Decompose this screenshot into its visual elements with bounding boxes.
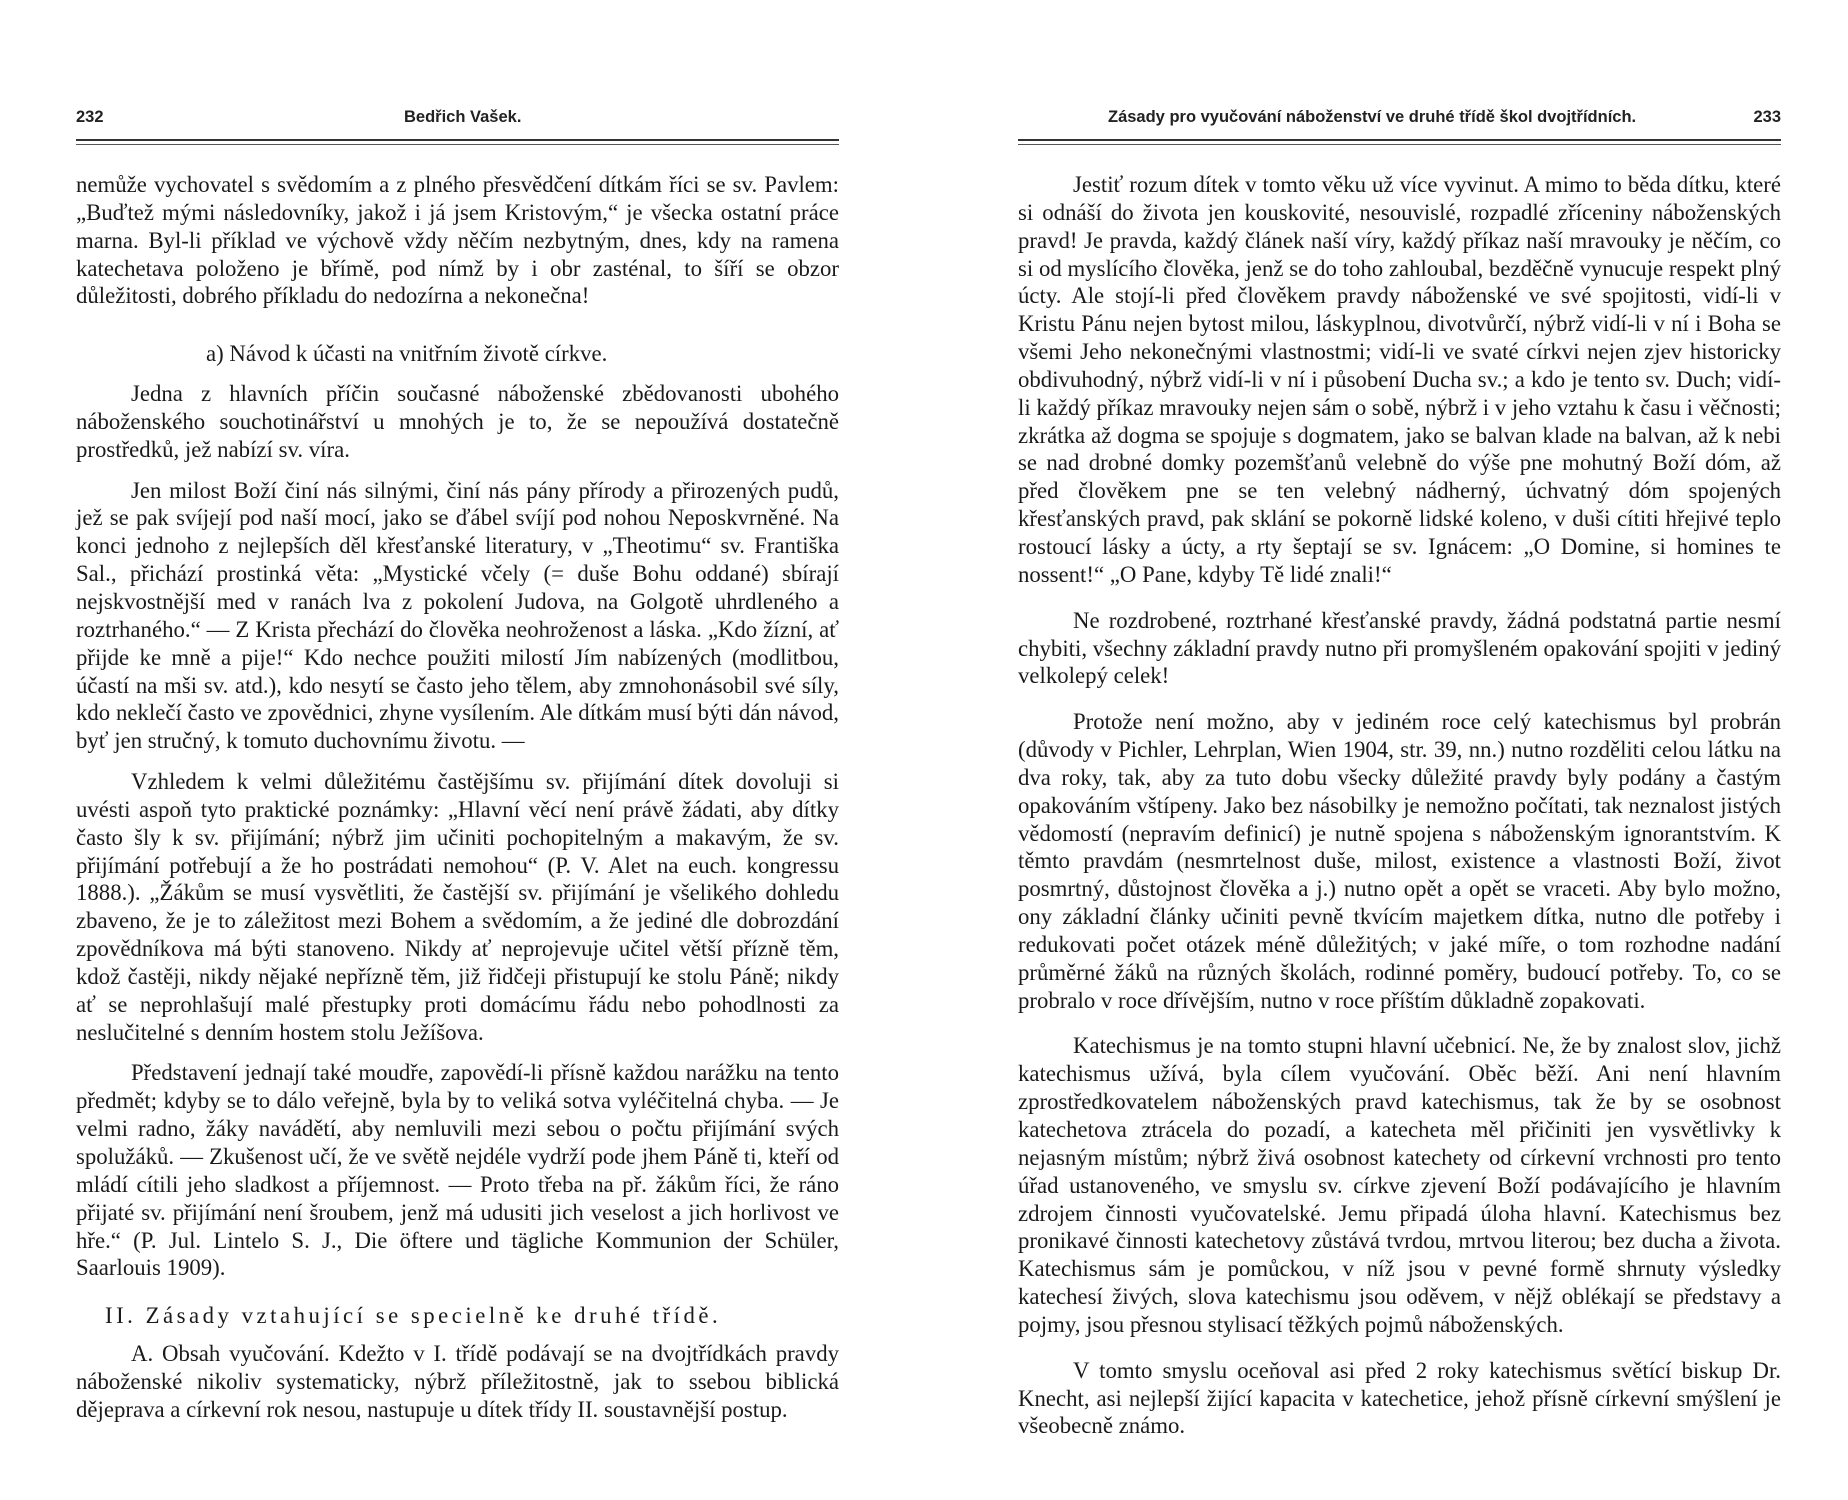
right-paragraph-5: V tomto smyslu oceňoval asi před 2 roky katechismus světící biskup Dr. Knecht, asi nejlepší žijící kapacita v katechetice, jehož přísně církevní smýšlení je všeobecně známo.: [1018, 1357, 1781, 1439]
right-page-number: 233: [1753, 108, 1781, 126]
left-paragraph-1: nemůže vychovatel s svědomím a z plného přesvědčení dítkám říci se sv. Pavlem: „Buďtež mými následovníky, jakož i já jsem Kristovým,“ je všecka ostatní práce marna. Byl-li příklad ve výchově vždy něčím nezbytným, dnes, kdy na ramena katechetava položeno je břímě, pod nímž by i obr zasténal, to šíří se obzor důležitosti, dobrého příkladu do nedozírna a nekonečna!: [76, 172, 839, 309]
subheading: a) Návod k účasti na vnitřním životě církve.: [206, 341, 608, 367]
left-page: [76, 0, 839, 1500]
left-paragraph-2: Jedna z hlavních příčin současné náboženské zbědovanosti ubohého náboženského souchotinářství u mnohých je to, že se nepoužívá dostatečně prostředků, jež nabízí sv. víra.: [76, 381, 839, 462]
right-running-title: Zásady pro vyučování náboženství ve druhé třídě škol dvojtřídních.: [1108, 108, 1637, 126]
right-page: [1018, 0, 1781, 1500]
right-paragraph-3: Protože není možno, aby v jediném roce celý katechismus byl probrán (důvody v Pichler, Lehrplan, Wien 1904, str. 39, nn.) nutno rozděliti celou látku na dva roky, tak, aby za tuto dobu všecky důležité pravdy byly podány a častým opakováním vštípeny. Jako bez násobilky je nemožno počítati, tak neznalost jistých vědomostí (nepravím definicí) je nutně spojena s náboženským ignorantstvím. K těmto pravdám (nesmrtelnost duše, milost, existence a vlastnosti Boží, život posmrtný, důstojnost člověka a j.) nutno opět a opět se vraceti. Aby bylo možno, ony základní články učiniti pevně tkvícím majetkem dítka, nutno dle potřeby i redukovati počet otázek méně důležitých; v jaké míře, o tom rozhodne nadání průměrné žáků na různých školách, rodinné poměry, budoucí potřeby. To, co se probralo v roce dřívějším, nutno v roce příštím důkladně zopakovati.: [1018, 709, 1781, 1013]
left-paragraph-6: A. Obsah vyučování. Kdežto v I. třídě podávají se na dvojtřídkách pravdy náboženské nikoliv systematicky, nýbrž příležitostně, jak to ssebou biblická dějeprava a církevní rok nesou, nastupuje u dítek třídy II. soustavnější postup.: [76, 1341, 839, 1422]
right-page-body: [1018, 171, 1781, 1440]
right-paragraph-4: Katechismus je na tomto stupni hlavní učebnicí. Ne, že by znalost slov, jichž katechismus užívá, byla cílem vyučování. Oběc běží. Ani není hlavním zprostředkovatelem náboženských pravd katechismus, tak že by se osobnost katechetova ztrácela do pozadí, a katecheta měl přičiniti jen vysvětlivky k nejasným místům; nýbrž živá osobnost katechety od církevní vrchnosti pro tento úřad ustanoveného, ve smyslu sv. církve zjevení Boží podávajícího je hlavním zdrojem činnosti vyučovatelské. Jemu připadá úloha hlavní. Katechismus bez pronikavé činnosti katechetovy zůstává tvrdou, mrtvou literou; bez ducha a života. Katechismus sám je pomůckou, v níž jsou v pevné formě shrnuty výsledky katechesí živých, slova katechismu jsou oděvem, v nějž oblékají se představy a pojmy, jsou přesnou stylisací těžkých pojmů náboženských.: [1018, 1033, 1781, 1337]
left-header-rule: [76, 139, 839, 145]
left-running-title: Bedřich Vašek.: [404, 108, 522, 126]
right-paragraph-2: Ne rozdrobené, roztrhané křesťanské pravdy, žádná podstatná partie nesmí chybiti, všechny základní pravdy nutno při promyšleném opakování spojiti v jediný velkolepý celek!: [1018, 607, 1781, 689]
right-paragraph-1: Jestiť rozum dítek v tomto věku už více vyvinut. A mimo to běda dítku, které si odnáší do života jen kouskovité, nesouvislé, rozpadlé zříceniny náboženských pravd! Je pravda, každý článek naší víry, každý příkaz naší mravouky je něčím, co si od myslícího člověka, jenž se do toho zahloubal, bezděčně vynucuje respekt plný úcty. Ale stojí-li před člověkem pravdy náboženské ve své spojitosti, vidí-li v Kristu Pánu nejen bytost milou, láskyplnou, divotvůrčí, nýbrž vidí-li v ní i Boha se všemi Jeho nekonečnými vlastnostmi; vidí-li ve svaté církvi nejen zjev historicky obdivuhodný, nýbrž vidí-li v ní i působení Ducha sv.; a kdo je tento sv. Duch; vidí-li každý příkaz mravouky nejen sám o sobě, nýbrž i v jeho vztahu k času i věčnosti; zkrátka až dogma se spojuje s dogmatem, jako se balvan klade na balvan, až k nebi se nad drobné domky pozemšťanů velebně do výše pne mohutný Boží dóm, až před člověkem pne se ten velebný nádherný, úchvatný dóm spojených křesťanských pravd, pak sklání se pokorně lidské koleno, v duši cítiti hřejivé teplo rostoucí lásky a úcty, a rty šeptají se sv. Ignácem: „O Domine, si homines te nossent!“ „O Pane, kdyby Tě lidé znali!“: [1018, 172, 1781, 587]
left-page-header: [76, 108, 839, 134]
left-paragraph-3: Jen milost Boží činí nás silnými, činí nás pány přírody a přirozených pudů, jež se pak svíjejí pod naší mocí, jako se ďábel svíjí pod nohou Neposkvrněné. Na konci jednoho z nejlepších děl křesťanské literatury, v „Theotimu“ sv. Františka Sal., přichází prostinká věta: „Mystické včely (= duše Bohu oddané) sbírají nejskvostnější med v ranách lva z pokolení Judova, na Golgotě uhrdleného a roztrhaného.“ — Z Krista přechází do člověka neohroženost a láska. „Kdo žízní, ať přijde ke mně a pije!“ Kdo nechce použiti milostí Jím nabízených (modlitbou, účastí na mši sv. atd.), kdo nesytí se často jeho tělem, aby zmnohonásobil své síly, kdo neklečí často ve zpovědnici, zhyne vysílením. Ale dítkám musí býti dán návod, byť jen stručný, k tomuto duchovnímu životu. —: [76, 477, 839, 754]
left-paragraph-4: Vzhledem k velmi důležitému častějšímu sv. přijímání dítek dovoluji si uvésti aspoň tyto praktické poznámky: „Hlavní věcí není právě žádati, aby dítky často šly k sv. přijímání; nýbrž jim učiniti pochopitelným a makavým, že sv. přijímání potřebují a že ho postrádati nemohou“ (P. V. Alet na euch. kongressu 1888.). „Žákům se musí vysvětliti, že častější sv. přijímání je všelikého dohledu zbaveno, že je to záležitost mezi Bohem a svědomím, a že jediné dle dobrozdání zpovědníkova má býti stanoveno. Nikdy ať neprojevuje učitel větší přízně těm, kdož častěji, nikdy nějaké nepřízně těm, již řidčeji přistupují ke stolu Páně; nikdy ať se neprohlašují malé přestupky proti domácímu řádu nebo pohodlnosti za neslučitelné s denním hostem stolu Ježíšova.: [76, 769, 839, 1045]
left-paragraph-5: Představení jednají také moudře, zapovědí-li přísně každou narážku na tento předmět; kdyby se to dálo veřejně, byla by to veliká sotva vyléčitelná chyba. — Je velmi radno, žáky navádětí, aby nemluvili mezi sebou o počtu přijímání svých spolužáků. — Zkušenost učí, že ve světě nejdéle vydrží pode jhem Páně ti, kteří od mládí cítili jeho sladkost a příjemnost. — Proto třeba na př. žákům říci, že ráno přijaté sv. přijímání není šroubem, jenž má udusiti jich veselost a jich horlivost ve hře.“ (P. Jul. Lintelo S. J., Die öftere und tägliche Kommunion der Schüler, Saarlouis 1909).: [76, 1060, 839, 1281]
left-page-number: 232: [76, 108, 104, 126]
left-page-body: [76, 171, 839, 1424]
section-heading: II. Zásady vztahující se specielně ke druhé třídě.: [105, 1303, 722, 1329]
right-header-rule: [1018, 139, 1781, 145]
right-page-header: [1018, 108, 1781, 134]
